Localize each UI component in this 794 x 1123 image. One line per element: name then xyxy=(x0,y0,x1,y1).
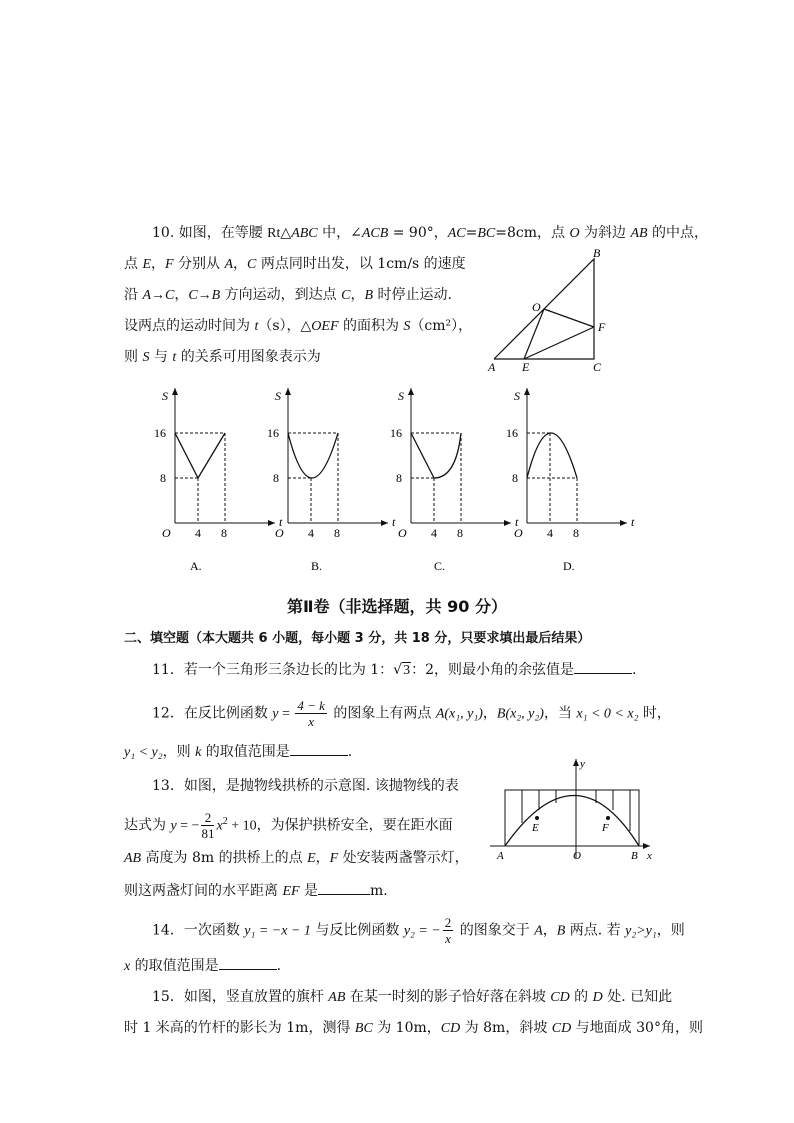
label-E: E xyxy=(532,822,539,834)
option-label-d: D. xyxy=(563,559,575,573)
text: AC xyxy=(447,226,466,241)
text: D xyxy=(592,990,603,1005)
text: x₁ < 0 < x₂ xyxy=(576,706,639,722)
text: x xyxy=(445,931,451,946)
axis-label-s: S xyxy=(398,389,404,403)
text: A xyxy=(224,257,234,272)
label-B: B xyxy=(593,246,601,260)
text: = 90°， xyxy=(388,225,448,241)
text: ， xyxy=(350,287,365,303)
q13-line-2: 达式为 y = − $\frac{2}{81}$ $x^2 + 10$，为保护拱桥安全，要在距水面 xyxy=(124,810,453,841)
text: ， xyxy=(482,705,497,722)
text: k xyxy=(195,745,202,760)
label-E: E xyxy=(522,360,530,374)
text: E xyxy=(142,257,152,272)
graph-option-c xyxy=(390,388,519,540)
label-O: O xyxy=(573,850,581,862)
text: . xyxy=(632,662,637,678)
text: 的取值范围是 xyxy=(201,744,290,760)
q12-line-2 xyxy=(124,741,352,763)
tick-8x: 8 xyxy=(573,526,579,540)
text: Rt xyxy=(267,226,281,241)
answer-blank[interactable] xyxy=(574,659,632,674)
section-title: 第Ⅱ卷（非选择题，共 90 分） xyxy=(287,597,507,616)
text: 与反比例函数 xyxy=(310,922,404,939)
text: EF xyxy=(282,884,300,899)
text: 则 xyxy=(124,349,143,365)
option-label-b: B. xyxy=(311,559,323,573)
text: 处. 已知此 xyxy=(602,989,673,1005)
option-label-a: A. xyxy=(190,559,202,573)
q10-line-5 xyxy=(124,347,321,368)
text: F xyxy=(165,257,174,272)
text: S xyxy=(142,350,150,365)
text: 81 xyxy=(201,826,215,841)
text: A→C xyxy=(142,288,175,303)
text: 两点. 若 xyxy=(565,922,626,939)
text: 设两点的运动时间为 xyxy=(124,318,255,334)
q10-line-4 xyxy=(124,316,472,337)
text: ， xyxy=(151,256,166,272)
q10-line-2 xyxy=(124,254,466,275)
tick-16: 16 xyxy=(154,426,166,440)
q15-line-2 xyxy=(124,1018,703,1039)
text: t xyxy=(172,350,177,365)
tick-8: 8 xyxy=(273,471,279,485)
text: 的面积为 xyxy=(338,318,404,334)
answer-blank[interactable] xyxy=(219,955,277,970)
label-A: A xyxy=(488,360,496,374)
q11-line xyxy=(152,659,636,681)
text: E xyxy=(307,851,316,866)
text: 达式为 xyxy=(124,817,171,834)
text: . xyxy=(276,958,282,974)
label-B: B xyxy=(631,850,638,862)
text: OEF xyxy=(311,319,339,334)
q13-line-1 xyxy=(152,776,459,796)
text: 为 8m，斜坡 xyxy=(460,1020,552,1036)
label-O: O xyxy=(532,300,541,314)
text: ，为保护拱桥安全，要在距水面 xyxy=(256,817,453,834)
section-subtitle: 二、填空题（本大题共 6 小题，每小题 3 分，共 18 分，只要求填出最后结果） xyxy=(124,631,591,646)
text: 3 xyxy=(403,663,411,678)
q14-line-2 xyxy=(124,955,281,977)
text: B xyxy=(556,923,566,939)
text: 在某一时刻的影子恰好落在斜坡 xyxy=(345,989,551,1005)
answer-blank[interactable] xyxy=(290,741,348,756)
text: 分别从 xyxy=(173,256,225,272)
text: 的取值范围是 xyxy=(130,958,219,974)
text: 与 xyxy=(149,349,173,365)
text: AB xyxy=(630,226,648,241)
text: 则这两盏灯间的水平距离 xyxy=(124,883,283,899)
q14-line-1 xyxy=(152,915,685,946)
tick-8: 8 xyxy=(396,471,402,485)
label-y: y xyxy=(580,758,585,770)
text: 高度为 8m 的拱桥上的点 xyxy=(141,850,308,866)
text: 的关系可用图象表示为 xyxy=(176,349,321,365)
text: 4 − k xyxy=(297,698,325,713)
text: t xyxy=(254,319,259,334)
tick-8x: 8 xyxy=(457,526,463,540)
text: 的图象上有两点 xyxy=(328,705,436,722)
text: 两点同时出发，以 1cm/s 的速度 xyxy=(256,256,466,272)
text: 时， xyxy=(638,705,671,722)
q13-line-3 xyxy=(124,848,469,869)
tick-16: 16 xyxy=(390,426,402,440)
sqrt-symbol: √ xyxy=(393,662,403,678)
text: . xyxy=(347,744,353,760)
text: C xyxy=(341,288,351,303)
origin-label: O xyxy=(398,526,407,540)
text: 是 xyxy=(299,883,319,899)
text: ：2，则最小角的余弦值是 xyxy=(411,662,575,678)
axis-label-s: S xyxy=(162,389,168,403)
option-label-c: C. xyxy=(434,559,446,573)
text: ， xyxy=(233,256,248,272)
label-A: A xyxy=(497,850,504,862)
tick-16: 16 xyxy=(267,426,279,440)
text: 12．在反比例函数 xyxy=(152,705,273,722)
text: 点 xyxy=(124,256,143,272)
text: CD xyxy=(551,1021,572,1036)
text: y xyxy=(170,818,177,834)
text: x xyxy=(308,714,315,729)
text: BC xyxy=(354,1021,373,1036)
tick-4: 4 xyxy=(547,526,553,540)
text: y₁ < y₂ xyxy=(124,745,163,760)
fraction xyxy=(443,915,454,946)
text: 时 1 米高的竹杆的影长为 1m，测得 xyxy=(124,1020,355,1036)
text: ， xyxy=(315,850,330,866)
text: 与地面成 30°角，则 xyxy=(571,1020,703,1036)
text: ACB xyxy=(361,226,389,241)
text: 15．如图，竖直放置的旗杆 xyxy=(152,989,329,1005)
label-F: F xyxy=(598,320,606,334)
text: 2 xyxy=(201,810,214,826)
axis-label-s: S xyxy=(275,389,281,403)
text: B xyxy=(364,288,374,303)
text: = xyxy=(278,706,294,722)
text: 的中点， xyxy=(647,225,709,241)
tick-8: 8 xyxy=(160,471,166,485)
tick-4: 4 xyxy=(195,526,201,540)
text: ， xyxy=(542,922,557,939)
q15-line-1 xyxy=(152,987,672,1008)
text: C xyxy=(247,257,257,272)
tick-4: 4 xyxy=(308,526,314,540)
fraction xyxy=(295,698,327,729)
text: x xyxy=(124,959,131,974)
q10-line-1 xyxy=(152,223,708,244)
q10-triangle-figure xyxy=(480,245,620,375)
text: （cm²）， xyxy=(410,318,473,334)
label-F: F xyxy=(602,822,609,834)
text: B(x₂, y₂) xyxy=(496,706,544,722)
text: A xyxy=(534,923,543,939)
text: 方向运动，到达点 xyxy=(220,287,342,303)
tick-4: 4 xyxy=(431,526,437,540)
text: y xyxy=(272,706,279,722)
tick-8x: 8 xyxy=(221,526,227,540)
text: 的图象交于 xyxy=(455,922,535,939)
q13-line-4 xyxy=(124,880,388,902)
text: 为斜边 xyxy=(579,225,631,241)
text: ，则 xyxy=(162,744,196,760)
q10-option-graphs xyxy=(140,380,640,580)
q12-line-1 xyxy=(152,698,671,729)
triangle-symbol: △ xyxy=(280,225,292,241)
text: F xyxy=(329,851,339,866)
fraction xyxy=(201,810,214,841)
q10-line-3 xyxy=(124,285,452,306)
graph-option-b xyxy=(267,388,396,540)
text: + 10 xyxy=(227,818,257,834)
text: 为 10m， xyxy=(372,1020,441,1036)
text: ， xyxy=(174,287,189,303)
text: 14．一次函数 xyxy=(152,922,245,939)
text: y₂ = − xyxy=(403,923,441,939)
text: S xyxy=(403,319,411,334)
text: = − xyxy=(176,818,200,834)
text: ，当 xyxy=(543,705,577,722)
axis-label-t: t xyxy=(515,515,519,529)
label-C: C xyxy=(593,360,602,374)
text: 的 xyxy=(569,989,593,1005)
text: m. xyxy=(370,883,388,899)
text: CD xyxy=(440,1021,461,1036)
axis-label-t: t xyxy=(631,515,635,529)
text: y₁ = −x − 1 xyxy=(244,923,311,939)
text: AB xyxy=(124,851,142,866)
origin-label: O xyxy=(275,526,284,540)
tick-8x: 8 xyxy=(334,526,340,540)
text: A(x₁, y₁) xyxy=(435,706,483,722)
q13-bridge-figure xyxy=(490,755,665,865)
text: ABC xyxy=(291,226,318,241)
graph-option-a xyxy=(154,388,283,540)
text: CD xyxy=(550,990,570,1005)
text: BC xyxy=(477,226,496,241)
tick-8: 8 xyxy=(512,471,518,485)
text: 沿 xyxy=(124,287,143,303)
answer-blank[interactable] xyxy=(318,880,370,895)
text: O xyxy=(569,226,580,241)
origin-label: O xyxy=(514,526,523,540)
text: 11．若一个三角形三条边长的比为 1： xyxy=(152,662,394,678)
axis-label-s: S xyxy=(514,389,520,403)
axis-label-t: t xyxy=(392,515,396,529)
text: =8cm，点 xyxy=(495,225,570,241)
text: y₂>y₁ xyxy=(625,923,657,939)
text: 13．如图，是抛物线拱桥的示意图. 该抛物线的表 xyxy=(152,778,459,794)
text: x xyxy=(216,818,223,834)
tick-16: 16 xyxy=(506,426,518,440)
text: = xyxy=(465,225,478,241)
text: 时停止运动. xyxy=(373,287,452,303)
text: 处安装两盏警示灯， xyxy=(338,850,469,866)
text: 10. 如图，在等腰 xyxy=(152,225,268,241)
text: （s），△ xyxy=(258,318,312,334)
text: 2 xyxy=(444,915,452,930)
text: AB xyxy=(328,990,346,1005)
text: C→B xyxy=(188,288,221,303)
graph-option-d xyxy=(506,388,635,540)
text: ，则 xyxy=(656,922,685,939)
label-x: x xyxy=(647,850,652,862)
text: 中，∠ xyxy=(317,225,362,241)
origin-label: O xyxy=(162,526,171,540)
axis-label-t: t xyxy=(279,515,283,529)
